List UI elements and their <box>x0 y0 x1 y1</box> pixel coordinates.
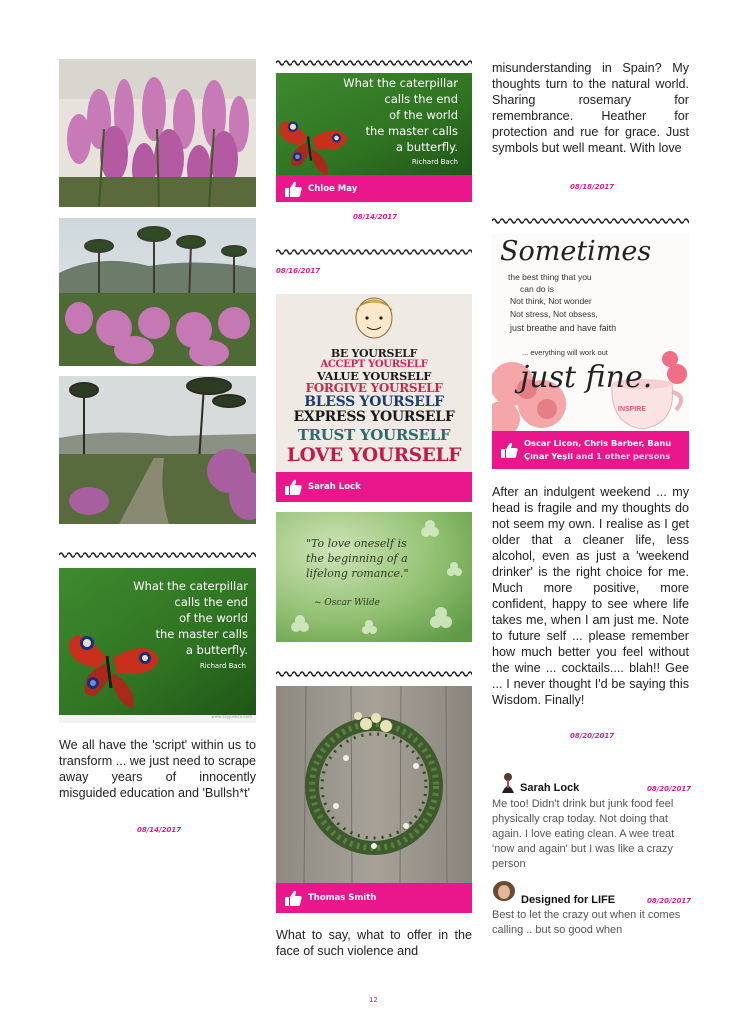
commenter-name[interactable]: Designed for LIFE <box>521 894 616 906</box>
likers-text <box>524 437 689 463</box>
quote-line: a butterfly. <box>395 140 458 154</box>
liker-name[interactable]: Sarah Lock <box>308 482 361 492</box>
like-bar <box>276 472 472 502</box>
affirmation-line: TRUST YOURSELF <box>297 426 451 444</box>
likers-names[interactable]: Oscar Licon, Chris Barber, Banu Çınar Yeşil <box>524 438 672 461</box>
like-bar <box>276 883 472 913</box>
affirmation-line: FORGIVE YOURSELF <box>305 381 443 395</box>
sometimes-script: just fine. <box>520 360 653 395</box>
affirmation-line: BLESS YOURSELF <box>304 394 444 410</box>
affirmation-line: LOVE YOURSELF <box>286 445 462 466</box>
heather-photo-3 <box>59 376 256 524</box>
oscar-wilde-quote-image <box>276 512 472 642</box>
quote-line: of the world <box>179 611 248 625</box>
post-date: 08/14/2017 <box>353 213 398 221</box>
commenter-name[interactable]: Sarah Lock <box>520 782 580 794</box>
sometimes-line: Not stress, Not obsess, <box>510 309 598 319</box>
wilde-author: ~ Oscar Wilde <box>314 598 380 608</box>
liker-name[interactable]: Chloe May <box>308 183 358 194</box>
heather-photo-2 <box>59 218 256 366</box>
section-divider <box>59 551 256 559</box>
thumbs-up-icon <box>284 889 302 907</box>
quote-line: the master calls <box>365 124 458 138</box>
butterfly-quote-image <box>276 73 472 175</box>
quote-line: What the caterpillar <box>133 579 248 593</box>
post-date: 08/16/2017 <box>276 267 321 275</box>
thumbs-up-icon <box>500 441 518 459</box>
quote-line: of the world <box>389 108 458 122</box>
section-divider <box>276 670 472 678</box>
comment-date: 08/20/2017 <box>647 897 692 905</box>
watermark: www.sayjustice.com <box>211 714 252 719</box>
sometimes-line: just breathe and have faith <box>510 323 617 333</box>
post-date: 08/20/2017 <box>570 732 615 740</box>
wilde-quote: "To love oneself is the beginning of a lifelong romance." <box>306 537 409 580</box>
affirmation-line: ACCEPT YOURSELF <box>320 359 428 370</box>
comment-date: 08/20/2017 <box>647 785 692 793</box>
rosemary-wreath-photo <box>276 686 472 883</box>
comment-text: Best to let the crazy out when it comes calling .. but so good when <box>492 909 681 936</box>
thumbs-up-icon <box>284 478 302 496</box>
quote-line: calls the end <box>384 92 458 106</box>
quote-line: calls the end <box>174 595 248 609</box>
like-bar <box>492 431 689 469</box>
sometimes-quote-image <box>492 234 689 431</box>
quote-line: What the caterpillar <box>343 76 458 90</box>
liker-name[interactable]: Thomas Smith <box>308 893 377 903</box>
sometimes-line: Not think, Not wonder <box>510 296 592 306</box>
page-number: 12 <box>369 996 378 1004</box>
sometimes-line: the best thing that you <box>508 272 592 282</box>
quote-author: Richard Bach <box>199 662 246 670</box>
section-divider <box>492 217 689 225</box>
likers-more[interactable]: and 1 other persons <box>575 451 671 461</box>
quote-author: Richard Bach <box>411 158 458 166</box>
section-divider <box>276 248 472 256</box>
affirmation-line: EXPRESS YOURSELF <box>293 409 455 425</box>
inspire-brand: INSPIRE <box>618 406 647 413</box>
affirmation-line: BE YOURSELF <box>330 347 418 360</box>
quote-line: a butterfly. <box>185 643 248 657</box>
sometimes-title: Sometimes <box>500 236 652 267</box>
middle-post-text: What to say, what to offer in the face of such violence and <box>276 928 472 958</box>
right-post-text-top: misunderstanding in Spain? My thoughts turn to the natural world. Sharing rosemary for remembrance. Heather for protection and rue for grace. Just symbols but well meant. With love <box>492 61 689 155</box>
avatar[interactable] <box>492 880 516 902</box>
thumbs-up-icon <box>284 180 302 198</box>
heather-photo-1 <box>59 59 256 207</box>
post-date: 08/18/2017 <box>570 183 615 191</box>
left-post-text: We all have the 'script' within us to transform ... we just need to scrape away years of innocently misguided education and 'Bullsh*t' <box>59 738 256 800</box>
avatar[interactable] <box>499 771 517 793</box>
right-post-text: After an indulgent weekend ... my head is fragile and my thoughts do not seem my own. I realise as I get older that a cleaner life, less alcohol, even as just a 'weekend drinker' is the right choice for me. Much more positive, more confident, happy to see where life takes me, when I am just me. Note to future self ... please remember how much better you feel without the wine ... cocktails.... blah!! Gee ... I never thought I'd be saying this Wisdom. Finally! <box>492 485 689 707</box>
comment-text: Me too! Didn't drink but junk food feel physically crap today. Not doing that again. I love eating clean. A wee treat 'now and again' but I was like a crazy person <box>492 798 675 870</box>
section-divider <box>276 59 472 67</box>
quote-line: the master calls <box>155 627 248 641</box>
like-bar <box>276 175 472 202</box>
affirmations-image <box>276 294 472 472</box>
sometimes-line: ... everything will work out <box>522 348 608 357</box>
post-date: 08/14/2017 <box>137 826 182 834</box>
affirmation-line: VALUE YOURSELF <box>316 369 432 383</box>
sometimes-line: can do is <box>520 284 555 294</box>
butterfly-quote-image <box>59 568 256 723</box>
